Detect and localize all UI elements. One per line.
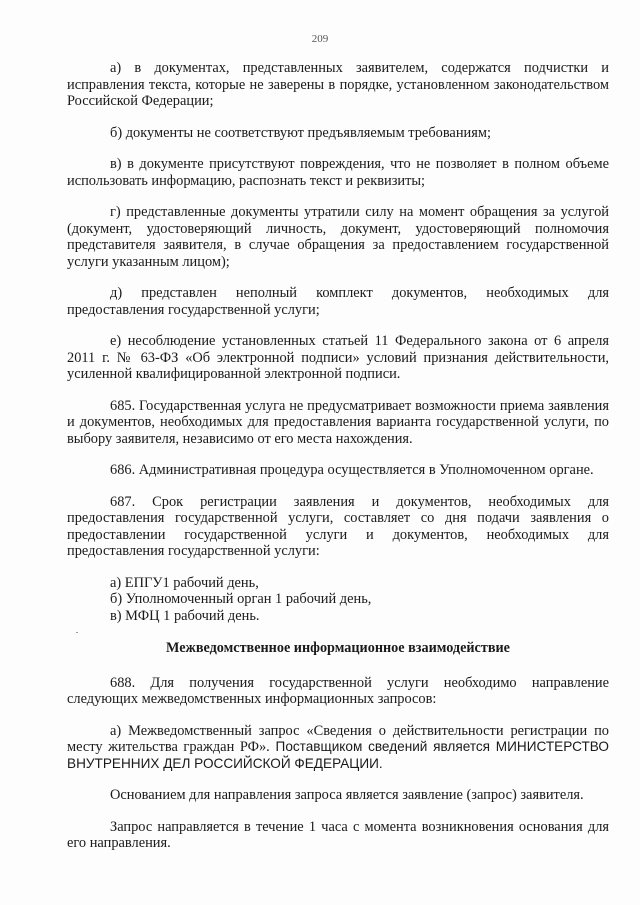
paragraph-688-a	[67, 723, 609, 773]
paragraph-b: б) документы не соответствуют предъявляемым требованиям;	[110, 124, 491, 141]
paragraph-v: в) в документе присутствуют повреждения, что не позволяет в полном объеме использовать информацию, распознать текст и реквизиты;	[67, 156, 609, 189]
registration-terms-list	[67, 575, 609, 625]
page-number: 209	[311, 33, 329, 45]
list-item: в) МФЦ 1 рабочий день.	[110, 607, 260, 624]
paragraph-d: д) представлен неполный комплект документов, необходимых для предоставления государственной услуги;	[67, 285, 609, 318]
paragraph-687: 687. Срок регистрации заявления и документов, необходимых для предоставления государственной услуги, составляет со дня подачи заявления о предоставлении государственной услуги и документов, необходимых для предоставления государственной услуги:	[67, 493, 609, 559]
paragraph-g: г) представленные документы утратили силу на момент обращения за услугой (документ, удостоверяющий личность, документ, удостоверяющий полномочия представителя заявителя, в случае обращения за предоставлением государственной услуги указанным лицом);	[67, 204, 609, 270]
paragraph-timing: Запрос направляется в течение 1 часа с момента возникновения основания для его направления.	[67, 818, 609, 851]
provider-text: Поставщиком сведений является МИНИСТЕРСТВО ВНУТРЕННИХ ДЕЛ РОССИЙСКОЙ ФЕДЕРАЦИИ.	[67, 739, 609, 771]
section-heading: Межведомственное информационное взаимодействие	[166, 640, 510, 656]
paragraph-basis: Основанием для направления запроса является заявление (запрос) заявителя.	[110, 787, 584, 803]
paragraph-a: а) в документах, представленных заявителем, содержатся подчистки и исправления текста, которые не заверены в порядке, установленном законодательством Российской Федерации;	[67, 60, 609, 109]
paragraph-685: 685. Государственная услуга не предусматривает возможности приема заявления и документов, необходимых для предоставления варианта государственной услуги, по выбору заявителя, независимо от его места нахождения.	[67, 397, 609, 447]
request-name-text: а) Межведомственный запрос «Сведения о действительности регистрации по месту жительства граждан РФ».	[67, 722, 609, 755]
scan-speck	[76, 632, 78, 633]
paragraph-686: 686. Административная процедура осуществляется в Уполномоченном органе.	[110, 462, 594, 478]
list-item: б) Уполномоченный орган 1 рабочий день,	[110, 591, 372, 607]
paragraph-688: 688. Для получения государственной услуги необходимо направление следующих межведомственных информационных запросов:	[67, 674, 609, 707]
paragraph-e: е) несоблюдение установленных статьей 11 Федерального закона от 6 апреля 2011 г. № 63-ФЗ «Об электронной подписи» условий признания действительности, усиленной квалифицированной электронной подписи.	[67, 333, 609, 382]
list-item: а) ЕПГУ1 рабочий день,	[110, 574, 259, 591]
document-body	[67, 60, 609, 867]
